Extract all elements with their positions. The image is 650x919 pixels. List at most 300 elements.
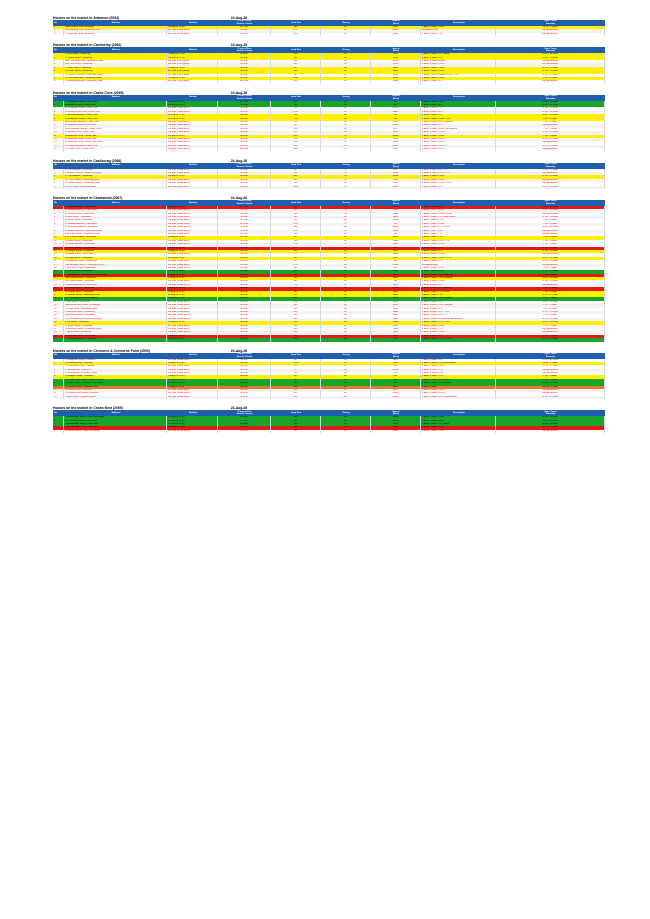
cell-price: $3.00m [218, 359, 271, 362]
cell-aspect: South [371, 135, 421, 138]
cell-address: 18A Albeete Road, Castle Cove [64, 104, 167, 107]
cell-price: $3.00m [218, 111, 271, 114]
cell-method: For Sale (Guide price) [167, 226, 218, 229]
cell-zoning: R2 [321, 74, 371, 77]
cell-open: By appointment [496, 213, 605, 216]
cell-no: 4 [53, 179, 64, 182]
header-line: Zoning [342, 201, 350, 204]
cell-desc: 5 beds, 3 baths, 1CP + 1CG [421, 311, 496, 314]
cell-zoning: R2 [321, 365, 371, 368]
cell-desc: 4 beds, 3 baths, OLUG (duplex) [421, 121, 496, 124]
cell-no: 3 [53, 175, 64, 178]
cell-method: For Sale (Guide price) [167, 128, 218, 131]
suburb-section [53, 90, 605, 152]
cell-open: 11.00 - 11.30am [496, 260, 605, 263]
cell-desc: 4 beds, 2 baths, OLUG + 1CP [421, 118, 496, 121]
cell-price: $3.50m [218, 33, 271, 36]
cell-price: $2.10m [218, 426, 271, 429]
cell-open: By appointment [496, 148, 605, 151]
cell-land: 387 [271, 274, 321, 277]
cell-zoning: R2 [321, 77, 371, 80]
cell-price: $3.50m [218, 172, 271, 175]
cell-desc: 6 beds, 3 baths, 1CP [421, 335, 496, 338]
cell-zoning: R2 [321, 331, 371, 334]
cell-zoning: R3 [321, 359, 371, 362]
cell-aspect: West [371, 179, 421, 182]
cell-price: $3.00m [218, 247, 271, 250]
cell-address: 28 Eastview Street, Chatswood (reblt) [64, 328, 167, 331]
cell-address: 28 Charlie Street, Chatswood [64, 291, 167, 294]
cell-land: 696 [271, 175, 321, 178]
cell-method: For Sale (Guide price) [167, 179, 218, 182]
cell-aspect: West [371, 57, 421, 60]
cell-land: 766 [271, 182, 321, 185]
cell-aspect: South [371, 416, 421, 419]
cell-address: 9 Robinson Street, Chatswood [64, 311, 167, 314]
cell-aspect: South [371, 226, 421, 229]
table-body [53, 53, 605, 84]
cell-land: 721 [271, 131, 321, 134]
header-line: Saturday [545, 50, 556, 53]
cell-zoning: C4 [321, 101, 371, 104]
cell-open: By appointment [496, 392, 605, 395]
cell-address: 41 Kareela Road, Chatswood [64, 213, 167, 216]
cell-desc: 4 beds, 2 baths, 1CP + 2CG [421, 226, 496, 229]
cell-desc: 3 beds, 1 bath, LUG + 1CP [421, 169, 496, 172]
cell-zoning: R2 [321, 250, 371, 253]
cell-zoning: R2 [321, 267, 371, 270]
cell-zoning: R3 [321, 67, 371, 70]
cell-method: 03-Sep-26 17:00 [167, 175, 218, 178]
cell-zoning: R2 [321, 420, 371, 423]
cell-zoning: C4 [321, 141, 371, 144]
cell-zoning: R2 [321, 128, 371, 131]
header-line: Zoning [342, 354, 350, 357]
header-line: Description [452, 164, 466, 167]
header-line: Search Criteria [236, 23, 253, 25]
cell-land: 1021 [271, 135, 321, 138]
cell-address: 48 Boyle Street, Cremorne Point (reblt) [64, 382, 167, 385]
cell-address: 13 Kooba Avenue, Chatswood [64, 243, 167, 246]
cell-aspect: SW [371, 223, 421, 226]
cell-price: $3.50m [218, 274, 271, 277]
cell-land: 488 [271, 104, 321, 107]
cell-no: 27 [53, 294, 64, 297]
cell-land: 282 [271, 70, 321, 73]
cell-zoning: R2 [321, 118, 371, 121]
header-line: Land Size [290, 201, 302, 204]
cell-zoning: R2 [321, 114, 371, 117]
cell-zoning: R3 [321, 304, 371, 307]
cell-desc: 5 beds, 3 baths, 2CP [421, 308, 496, 311]
cell-zoning: C4 [321, 175, 371, 178]
cell-no: 2 [53, 172, 64, 175]
cell-price: $4.00m [218, 179, 271, 182]
cell-land: 850 [271, 311, 321, 314]
cell-aspect: South [371, 186, 421, 189]
cell-desc: 4 beds, 3 baths, 1CG [421, 247, 496, 250]
cell-desc: 3 beds, 2 baths, 1CP (semi) [421, 423, 496, 426]
cell-no: 19 [53, 267, 64, 270]
header-line: Saturday [545, 202, 556, 205]
cell-price: $3.30m [218, 57, 271, 60]
cell-price: $3.50m [218, 29, 271, 32]
cell-method: For Sale (Guide price) [167, 389, 218, 392]
cell-no: 6 [53, 186, 64, 189]
cell-price: $3.50m [218, 63, 271, 66]
cell-address: 82 Millwood Avenue, Chatswood [64, 209, 167, 212]
header-line: Zoning [342, 21, 350, 24]
cell-method: For Sale (Guide price) [167, 223, 218, 226]
cell-land: 723 [271, 172, 321, 175]
cell-open: 1.30 - 2.00pm [496, 240, 605, 243]
cell-land: 544 [271, 209, 321, 212]
cell-address: 78 Kareela Road, Cremorne Point [64, 386, 167, 389]
cell-aspect: East [371, 308, 421, 311]
header-line: Address [111, 354, 121, 357]
cell-method: 29-Aug-26 10:00 [167, 362, 218, 365]
cell-zoning: C4 [321, 213, 371, 216]
section-title: Houses on the market in Cremorne & Cremorne Point (2090) [53, 348, 150, 353]
table-body [53, 26, 605, 36]
cell-aspect: North [371, 216, 421, 219]
cell-zoning: R3 [321, 423, 371, 426]
cell-land: 558 [271, 331, 321, 334]
cell-address: 35 Wyvern Avenue, Chatswood [64, 247, 167, 250]
cell-open: By appointment [496, 80, 605, 83]
cell-aspect: East [371, 365, 421, 368]
cell-address: 2 Greenway Avenue, Cammeray (reblt) [64, 80, 167, 83]
cell-zoning: R2 [321, 280, 371, 283]
cell-price: $3.50m [218, 121, 271, 124]
cell-desc: 4 beds, 3 baths, 2CP [421, 124, 496, 127]
cell-address: 25B Rowbridge Avenue, Castle Cove [64, 128, 167, 131]
cell-method: For Sale (Guide price) [167, 209, 218, 212]
cell-no: 5 [53, 182, 64, 185]
cell-address: 3 Oaks Avenue, Cremorne [64, 369, 167, 372]
cell-address: 12 Ridgeview Street, Cremorne [64, 359, 167, 362]
table-row [53, 148, 605, 151]
cell-address: 4 Warrior Crescent, Castlecrag (reblt) [64, 172, 167, 175]
cell-method: For Sale (Guide price) [167, 331, 218, 334]
cell-zoning: R2 [321, 236, 371, 239]
cell-zoning: C4 [321, 301, 371, 304]
cell-land: 1212 [271, 243, 321, 246]
cell-open: 10.00 - 10.30am [496, 114, 605, 117]
cell-address: 530 Mowbray Road, Artarmon (reblt) [64, 29, 167, 32]
cell-zoning: R2 [321, 33, 371, 36]
cell-land: 160 [271, 233, 321, 236]
cell-no: 7 [53, 379, 64, 382]
cell-desc: 4 beds, 2 baths, 1 CG [421, 219, 496, 222]
cell-price: $3.80m [218, 287, 271, 290]
cell-aspect: South [371, 74, 421, 77]
cell-address: 18 Mowbray Road, Chatswood [64, 206, 167, 209]
cell-address: 63 Macquarie Street, Chatswood [64, 260, 167, 263]
cell-land: 797 [271, 124, 321, 127]
cell-zoning: R2 [321, 111, 371, 114]
cell-zoning: C4 [321, 172, 371, 175]
cell-aspect: South [371, 107, 421, 110]
cell-aspect: North [371, 420, 421, 423]
cell-price: $6.50m [218, 392, 271, 395]
cell-land: 740 [271, 325, 321, 328]
header-line: Address [111, 164, 121, 167]
cell-method: For Sale (Guide price) [167, 121, 218, 124]
cell-open: 11.00 - 11.30am [496, 70, 605, 73]
cell-address: 12 Emerstan Drive, Castle Cove (reblt) [64, 141, 167, 144]
cell-open: 2.00 - 2.30pm [496, 135, 605, 138]
cell-no: 20 [53, 270, 64, 273]
cell-aspect: East [371, 257, 421, 260]
cell-address: 38 Mann Street, Chatswood [64, 219, 167, 222]
cell-open: 11.00 - 11.30am [496, 396, 605, 399]
cell-aspect: South [371, 172, 421, 175]
cell-zoning: R2 [321, 240, 371, 243]
cell-price: $6.00m [218, 145, 271, 148]
cell-desc: 5 beds, 4 baths, OLUG [421, 389, 496, 392]
cell-no: 4 [53, 63, 64, 66]
cell-price: $2.90m [218, 240, 271, 243]
cell-address: 31 The Scarp, Castlecrag (reblt) [64, 186, 167, 189]
header-line: Description [452, 411, 466, 414]
cell-desc: 4 beds, 3 baths, 1 CP [421, 233, 496, 236]
cell-method: For Sale (Guide price) [167, 33, 218, 36]
cell-method: For Sale (Guide price) [167, 280, 218, 283]
cell-desc: 4 beds, 4 baths, LUG [421, 111, 496, 114]
cell-method: For Sale (Guide price) [167, 365, 218, 368]
cell-address: 24 Rangers Road, Cremorne [64, 375, 167, 378]
cell-address: 12 Ellalong Road, Cremorne [64, 362, 167, 365]
cell-address: 13 Deepwater Road, Castle Cove [64, 118, 167, 121]
cell-aspect: South [371, 430, 421, 433]
cell-price: $4.50m [218, 311, 271, 314]
cell-aspect: South [371, 264, 421, 267]
cell-land: 841 [271, 101, 321, 104]
cell-no: 1 [53, 101, 64, 104]
cell-method: For Sale (Guide price) [167, 264, 218, 267]
header-line: Search Criteria [236, 202, 253, 205]
cell-land: 740 [271, 114, 321, 117]
cell-open: 12.45 - 1.15pm [496, 362, 605, 365]
cell-desc: 4 beds, 2 baths, 1 CP [421, 294, 496, 297]
cell-zoning: R2 [321, 80, 371, 83]
cell-address: 74A Boundary Street, Chatswood (reblt) [64, 264, 167, 267]
cell-address: 8 Nicholson Street, Chatswood [64, 267, 167, 270]
cell-zoning: R2 [321, 63, 371, 66]
cell-land: 620 [271, 362, 321, 365]
cell-no: 14 [53, 250, 64, 253]
cell-aspect: West [371, 335, 421, 338]
header-line: Current Price [237, 47, 252, 50]
cell-zoning: R3 [321, 430, 371, 433]
cell-no: 17 [53, 260, 64, 263]
cell-price: $3.80m [218, 284, 271, 287]
cell-aspect: North [371, 277, 421, 280]
cell-aspect: East [371, 182, 421, 185]
cell-aspect: South [371, 396, 421, 399]
table-row [53, 80, 605, 83]
cell-land: 537 [271, 260, 321, 263]
section-title: Houses on the market in Cammeray (2062) [53, 43, 122, 48]
cell-land: 696 [271, 33, 321, 36]
cell-price: $3.30m [218, 264, 271, 267]
cell-method: 03-Sep-26 17:00 [167, 420, 218, 423]
cell-desc: 5 beds, 3 baths, LUG [421, 104, 496, 107]
cell-land: 740 [271, 107, 321, 110]
cell-desc: 4 beds, 2 baths, 1 CG (land value) [421, 216, 496, 219]
cell-aspect: South [371, 175, 421, 178]
cell-address: 29 Carter Street, Cammeray [64, 70, 167, 73]
cell-price: $5.00m [218, 328, 271, 331]
cell-no: 40 [53, 338, 64, 341]
cell-method: 29-Aug-26 11:15 [167, 274, 218, 277]
header-line: Search Criteria [236, 50, 253, 53]
cell-method: 29-Aug-26 10:30 [167, 206, 218, 209]
cell-open: 10.15 - 10.45am [496, 186, 605, 189]
cell-land: 753 [271, 277, 321, 280]
cell-desc: 5 beds, 2 baths, 1CP [421, 369, 496, 372]
cell-method: For Sale (Guide price) [167, 233, 218, 236]
cell-aspect: West [371, 362, 421, 365]
cell-open: 12.00 - 12.30pm [496, 247, 605, 250]
cell-zoning: C4 [321, 179, 371, 182]
cell-no: 6 [53, 375, 64, 378]
cell-open: By appointment [496, 60, 605, 63]
cell-desc: 4 beds, 2 baths (duplex) [421, 60, 496, 63]
cell-open: By appointment [496, 284, 605, 287]
cell-zoning: R3 [321, 389, 371, 392]
cell-no: 3 [53, 60, 64, 63]
cell-method: For Sale (Guide price) [167, 328, 218, 331]
cell-aspect: North [371, 287, 421, 290]
cell-method: 05-Sep-26 15:00 [167, 118, 218, 121]
cell-no: 26 [53, 291, 64, 294]
cell-aspect: NW [371, 338, 421, 341]
cell-land: 670 [271, 365, 321, 368]
cell-land: 571 [271, 294, 321, 297]
cell-price: $3.00m [218, 107, 271, 110]
cell-land: 241 [271, 420, 321, 423]
cell-open: 1.00 - 1.30pm [496, 77, 605, 80]
cell-address: 2 Warrawee Avenue, Castle Cove [64, 114, 167, 117]
cell-desc: 5 beds, 2 baths, OLUG [421, 26, 496, 29]
cell-open: 12.00 - 12.30pm [496, 101, 605, 104]
cell-aspect: SE [371, 101, 421, 104]
header-line: Aspect [392, 352, 400, 355]
header-line: (Rear) [392, 23, 400, 25]
header-line: Description [452, 21, 466, 24]
cell-land: 485 [271, 257, 321, 260]
cell-method: 29-Aug-26 13:00 [167, 67, 218, 70]
cell-aspect: South [371, 426, 421, 429]
cell-aspect: West [371, 331, 421, 334]
header-line: Method [189, 48, 197, 51]
cell-address: 28 Hercules Street, Chatswood [64, 335, 167, 338]
cell-zoning: R2 [321, 416, 371, 419]
cell-open: 1.00 - 1.30pm [496, 375, 605, 378]
section-title: Houses on the market in Crows Nest (2065) [53, 406, 123, 411]
cell-address: 34 Headland Road, Castle Cove [64, 124, 167, 127]
cell-no: 34 [53, 318, 64, 321]
cell-open: 11.45 - 12.15pm [496, 294, 605, 297]
table-row [53, 338, 605, 341]
cell-desc: 4 beds, 3 baths, OLUG [421, 135, 496, 138]
section-title: Houses on the market in Chatswood (2067) [53, 195, 123, 200]
cell-open: By appointment [496, 33, 605, 36]
cell-aspect: West [371, 328, 421, 331]
cell-desc: 5 beds, 3 baths, LUG (brand new duplex) [421, 318, 496, 321]
cell-price: $4.00m [218, 131, 271, 134]
header-line: Zoning [342, 48, 350, 51]
header-line: Open Times [544, 200, 557, 203]
cell-desc: 2 beds, 2 baths, 1CP [421, 359, 496, 362]
cell-aspect: NE [371, 382, 421, 385]
cell-aspect: North [371, 386, 421, 389]
cell-no: 8 [53, 230, 64, 233]
header-line: Description [452, 96, 466, 99]
cell-zoning: R3 [321, 379, 371, 382]
cell-method: For Sale (Guide price) [167, 318, 218, 321]
table-row [53, 186, 605, 189]
cell-land: 190 [271, 423, 321, 426]
header-line: Land Size [290, 96, 302, 99]
cell-address: 10 Violet Street, Chatswood [64, 270, 167, 273]
cell-method: 02-Sep-26 18:00 [167, 379, 218, 382]
cell-land: 585 [271, 267, 321, 270]
header-line: No [54, 354, 57, 357]
cell-desc: 4 beds, 2 baths, 1CP [421, 260, 496, 263]
cell-aspect: North [371, 314, 421, 317]
cell-address: 7 Sylvia Street, Chatswood [64, 331, 167, 334]
cell-address: 207 Chandos Street, Crows Nest [64, 420, 167, 423]
cell-no: 5 [53, 114, 64, 117]
cell-desc: 5 beds, 4 baths, OLUG [421, 331, 496, 334]
header-line: Open Times [544, 410, 557, 413]
header-line: Description [452, 201, 466, 204]
cell-open: 10.45 - 11.15am [496, 301, 605, 304]
cell-method: For Sale (Guide price) [167, 182, 218, 185]
cell-address: 28 Cammeray Road, Castle Cove [64, 145, 167, 148]
cell-no: 2 [53, 104, 64, 107]
cell-aspect: SW [371, 114, 421, 117]
cell-open: By appointment [496, 389, 605, 392]
cell-no: 14 [53, 145, 64, 148]
cell-zoning: R2 [321, 338, 371, 341]
cell-address: 19 Cherry Place, Castle Cove [64, 148, 167, 151]
header-line: Address [111, 21, 121, 24]
cell-method: For Sale (Guide price) [167, 267, 218, 270]
cell-land: 524 [271, 60, 321, 63]
cell-address: 126 Alexander Street, Crows Nest [64, 423, 167, 426]
cell-price: $2.50m [218, 230, 271, 233]
cell-desc: 3 beds, 2 baths, 1CG [421, 375, 496, 378]
cell-method: 29-Aug-26 17:00 [167, 247, 218, 250]
cell-address: 4 Wood Street, Chatswood [64, 216, 167, 219]
cell-method: For Sale (Guide price) [167, 396, 218, 399]
cell-land: 1394 [271, 186, 321, 189]
header-line: Method [189, 96, 197, 99]
cell-price: $4.50m [218, 382, 271, 385]
header-line: Search Criteria [236, 97, 253, 100]
cell-price: $3.50m [218, 60, 271, 63]
listing-sheet [53, 15, 605, 439]
section-date: 24-Aug-26 [230, 16, 248, 20]
cell-method: 05-Sep-26 16:30 [167, 135, 218, 138]
cell-desc: 5 beds, 3 baths, OLUG [421, 179, 496, 182]
cell-method: For Sale (Guide price) [167, 111, 218, 114]
cell-desc: 4 beds, 3 baths, 2 CP (semi) [421, 291, 496, 294]
